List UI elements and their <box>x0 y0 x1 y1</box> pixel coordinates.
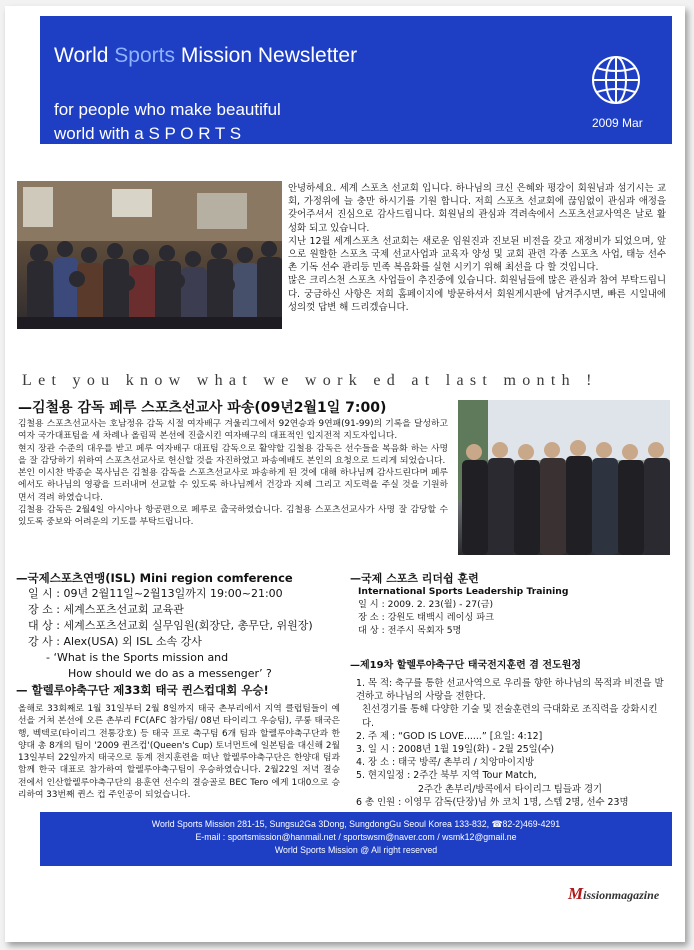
intro-paragraph: 안녕하세요. 세계 스포츠 선교회 입니다. 하나님의 크신 은혜와 평강이 회원님과 섬기시는 교회, 가정위에 늘 충만 하시기를 기원 합니다. 저희 스포츠 선교회에 끊임없이 관심과 애정을 갖어주셔서 진심으로 감사드립니다. 회원님의 관심과 격려속에서 스포츠선교사역은 날로 활성화 되고 있습니다. <box>288 183 666 234</box>
title-part-highlight: Sports <box>114 44 175 67</box>
logo-text: issionmagazine <box>583 888 660 902</box>
queens-cup-body: 올해로 33회째로 1월 31일부터 2월 8일까지 태국 촌부리에서 지역 클럽팀들이 예선을 거쳐 본선에 오른 촌부리 FC(AFC 참가팀/ 08년 타이리그 우승팀), 쿠룽 태국은행, 벡텍로(타이리그 전통강호) 등 태국 프로 축구팀 6개 팀과 할렐루야축구단과 한양대 총 8개의 팀이 '2009 퀸즈컵'(Queen's Cup) 토너먼트에 일본팀을 대신해 2월 13일부터 22일까지 태국으로 동계 전지훈련을 떠난 할렐루야축구단은 한양대 팀과 함께 한국 대표로 참가하여 할렐루야축구팀이 우승하였습니다. 2월22일 저녁 결승전에서 인산할렐루야축구단의 용훈연 선수의 결승골로 BEC Tero 에게 1대0으로 승리하여 33번째 퀸스 컵 주인공이 되었습니다. <box>18 704 340 801</box>
isl-target: 대 상 : 세계스포츠선교회 실무임원(회장단, 총무단, 위원장) <box>28 619 313 632</box>
training-item: 4. 장 소 : 태국 방콕/ 촌부리 / 치앙마이지방 <box>356 757 535 769</box>
isl-place: 장 소 : 세계스포츠선교회 교육관 <box>28 603 184 616</box>
isl-topic: - ‘What is the Sports mission and <box>46 651 229 664</box>
header-banner <box>40 16 672 144</box>
training-item: 5. 현지일정 : 2주간 북부 지역 Tour Match, <box>356 770 537 782</box>
training-item: 친선경기를 통해 다양한 기술 및 전술훈련의 극대화로 조직력을 강화시킨다. <box>362 704 658 729</box>
title-part: Mission <box>175 44 258 67</box>
contact-footer <box>40 812 672 866</box>
newsletter-title <box>54 44 357 68</box>
peru-paragraph: 본인 이시찬 박종순 목사님은 김철용 감독을 스포츠선교사로 파송하게 된 것에 대해 하나님께 감사드린다며 페루에서도 하나님의 영광을 드러내며 선교할 수 있도록 하나님께서 건강과 지혜 그리고 지도력을 주실 것을 기원하면서 격려 하였습니다. <box>18 468 448 503</box>
leadership-heading: —국제 스포츠 리더쉽 훈련 <box>350 572 479 585</box>
leadership-title: International Sports Leadership Training <box>358 586 569 597</box>
section-motto: Let you know what we work ed at last month ! <box>22 372 598 389</box>
training-item: 1. 목 적: 축구를 통한 선교사역으로 우리를 향한 하나님의 목적과 비전을 발견하고 하나님의 사랑을 전한다. <box>356 678 664 703</box>
footer-copyright: World Sports Mission @ All right reserved <box>274 845 438 855</box>
delegation-photo <box>458 400 670 555</box>
newsletter-subtitle <box>54 98 281 146</box>
footer-email: E-mail : sportsmission@hanmail.net / sportswsm@naver.com / wsmk12@gmail.ne <box>195 832 517 842</box>
intro-paragraph: 많은 크리스천 스포츠 사업들이 추진중에 있습니다. 회원님들에 많은 관심과 참여 부탁드립니다. 궁금하신 사항은 저희 홈페이지에 방문하셔서 회원게시판에 남겨주시면, 빠른 시일내에 성의껏 답변 해 드리겠습니다. <box>288 275 666 313</box>
intro-text <box>288 182 666 314</box>
footer-address: World Sports Mission 281-15, Sungsu2Ga 3Dong, SungdongGu Seoul Korea 133-832, ☎82-2)469-4291 <box>151 819 561 829</box>
peru-paragraph: 김철용 스포츠선교사는 호남정유 감독 시절 여자배구 겨울리그에서 92연승과 9연패(91-99)의 기록을 달성하고 여자 국가대표팀을 세 차례나 올림픽 본선에 진출시킨 여자배구의 대표적인 입지전적 지도자입니다. <box>18 419 448 442</box>
thailand-training-heading: —제19차 할렐루야축구단 태국전지훈련 겸 전도원정 <box>350 660 582 671</box>
peru-body <box>18 418 448 529</box>
leadership-date: 일 시 : 2009. 2. 23(월) - 27(금) <box>358 599 494 610</box>
queens-cup-heading: — 할렐루야축구단 제33회 태국 퀸스컵대회 우승! <box>16 683 269 697</box>
title-part: Newsletter <box>257 44 358 67</box>
peru-paragraph: 김철용 감독은 2월4일 아시아나 항공편으로 페루로 출국하였습니다. 김철용 스포츠선교사가 사명 잘 감당할 수 있도록 중보와 어려운의 기도를 부탁드립니다. <box>18 505 448 528</box>
peru-paragraph: 현지 장관 수준의 대우를 받고 페루 여자배구 대표팀 감독으로 활약할 김철용 감독은 선수들을 복음화 하는 사명을 잘 감당하기 위하여 스포츠선교사로 헌신할 것을 자진하였고 파송예배도 본인의 요청으로 드리게 되었습니다. <box>18 443 448 466</box>
training-item: 2. 주 제 : “GOD IS LOVE......” [요일: 4:12] <box>356 730 543 742</box>
isl-speaker: 강 사 : Alex(USA) 외 ISL 소속 강사 <box>28 635 202 648</box>
leadership-target: 대 상 : 전주시 목회자 5명 <box>358 625 462 636</box>
mission-magazine-logo <box>568 884 659 904</box>
training-item: 6 총 인원 : 이영무 감독(단장)님 外 코치 1명, 스텝 2명, 선수 23명 <box>356 796 629 808</box>
leadership-place: 장 소 : 강원도 태백시 레이싱 파크 <box>358 612 494 623</box>
subtitle-line: world with a S P O R T S <box>54 124 242 143</box>
issue-date: 2009 Mar <box>592 116 643 130</box>
isl-conference-section <box>16 570 336 698</box>
isl-topic: How should we do as a messenger’ ? <box>68 667 272 680</box>
isl-date: 일 시 : 09년 2월11일~2월13일까지 19:00~21:00 <box>28 587 283 600</box>
logo-initial: M <box>568 884 584 903</box>
subtitle-line: for people who make beautiful <box>54 100 281 119</box>
training-item: 2주간 촌부리/방콕에서 타이리그 팀들과 경기 <box>418 783 603 795</box>
leadership-training-section <box>350 572 670 637</box>
group-prayer-photo <box>17 181 282 329</box>
peru-heading: —김철용 감독 페루 스포츠선교사 파송(09년2월1일 7:00) <box>18 400 387 416</box>
intro-paragraph: 지난 12월 세계스포츠 선교회는 새로운 임원진과 진보된 비전을 갖고 재정비가 되었으며, 앞으로 원할한 스포츠 국제 선교사업과 교육자 양성 및 교회 관련 각종 스포츠 사업, 태능 선수촌 기독 선수 관리등 민족 복음화를 실현 시키기 위해 최선을 다 할 것입니다. <box>288 235 666 274</box>
isl-heading: —국제스포츠연맹(ISL) Mini region comference <box>16 571 293 585</box>
training-item: 3. 일 시 : 2008년 1월 19일(화) - 2월 25일(수) <box>356 744 555 756</box>
globe-icon <box>590 54 642 106</box>
thailand-training-body <box>356 677 668 809</box>
title-part: World <box>54 44 115 67</box>
